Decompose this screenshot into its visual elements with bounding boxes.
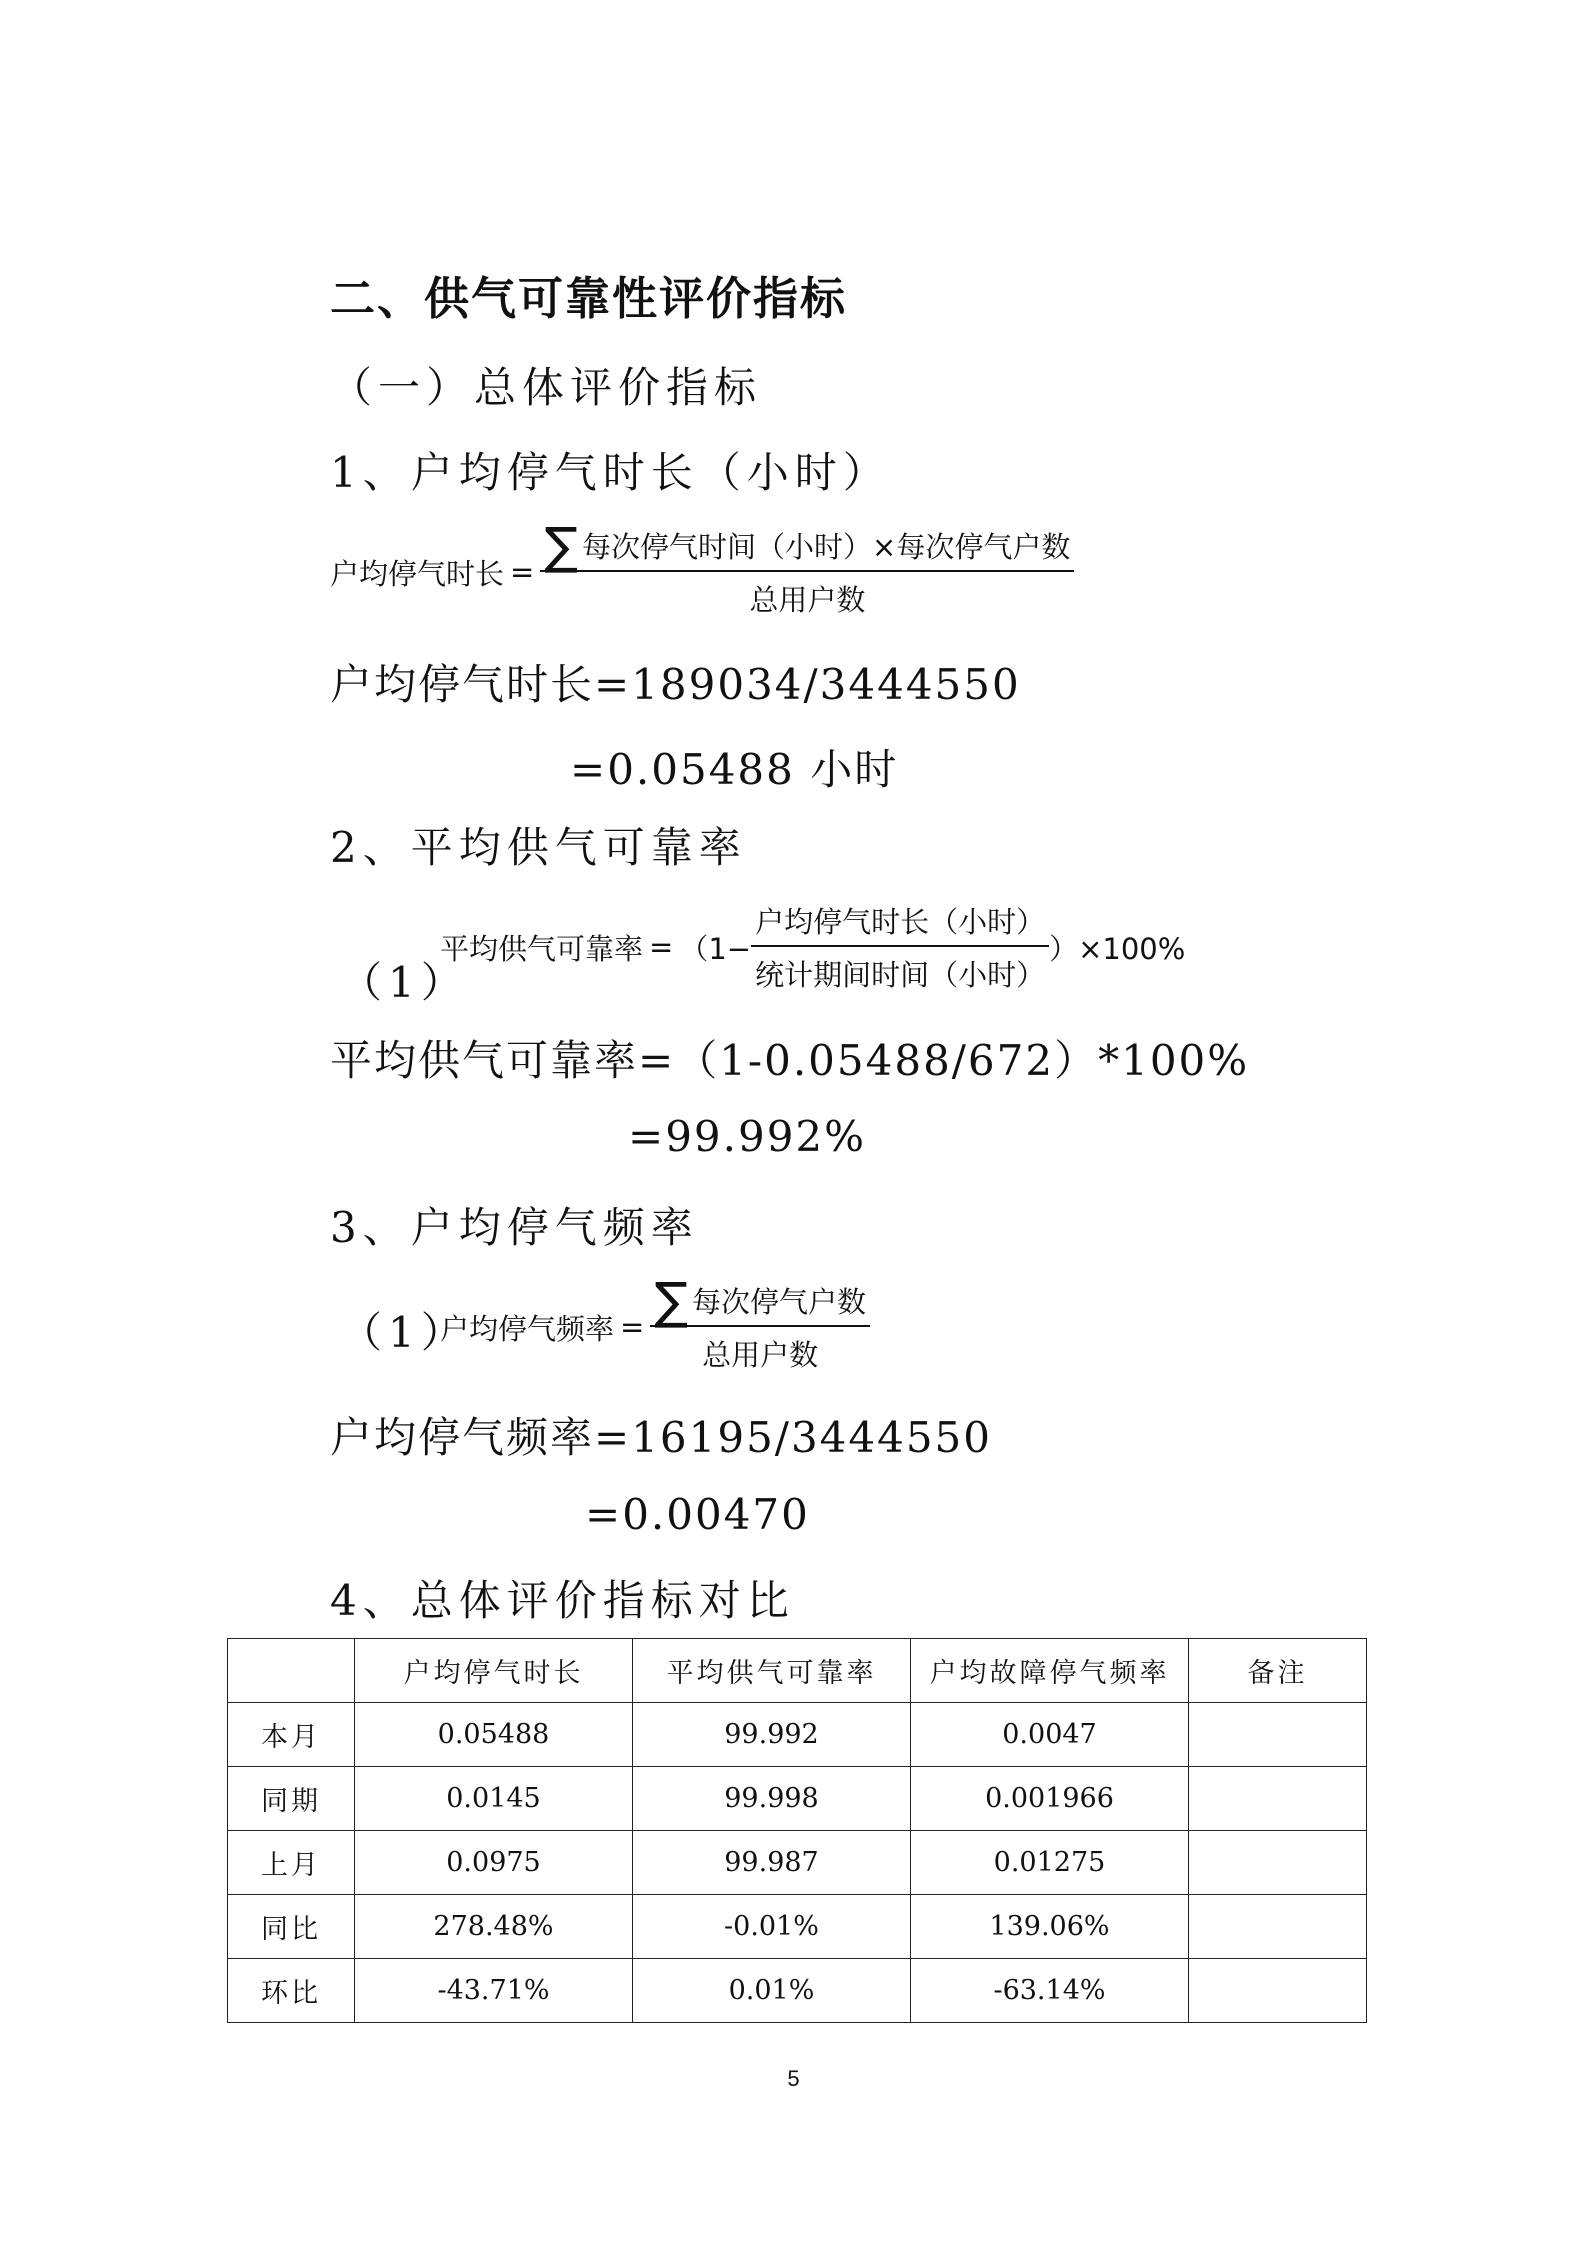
item2-formula — [440, 900, 1185, 994]
item3-heading: 3、户均停气频率 — [330, 1203, 699, 1252]
numerator-text: 每次停气户数 — [692, 1285, 867, 1319]
item1-heading: 1、户均停气时长（小时） — [330, 448, 891, 497]
table-cell: 0.0145 — [355, 1767, 633, 1831]
formula-numerator — [540, 517, 1074, 575]
section-title: 二、供气可靠性评价指标 — [330, 272, 848, 325]
row-label: 同比 — [228, 1895, 355, 1959]
table-row — [228, 1703, 1367, 1767]
row-label: 环比 — [228, 1959, 355, 2023]
table-cell: -43.71% — [355, 1959, 633, 2023]
item2-heading: 2、平均供气可靠率 — [330, 823, 747, 872]
formula-close: ）×100% — [1049, 931, 1186, 966]
table-cell: 0.001966 — [911, 1767, 1189, 1831]
table-cell — [1189, 1831, 1367, 1895]
table-cell: 0.01275 — [911, 1831, 1189, 1895]
table-header-cell: 户均故障停气频率 — [911, 1639, 1189, 1703]
row-label: 同期 — [228, 1767, 355, 1831]
table-cell: -63.14% — [911, 1959, 1189, 2023]
item1-calc-line1: 户均停气时长=189034/3444550 — [330, 660, 1021, 709]
formula-open: （1− — [679, 931, 752, 966]
table-cell: 99.987 — [633, 1831, 911, 1895]
table-row — [228, 1831, 1367, 1895]
formula-lhs: 平均供气可靠率 — [440, 931, 644, 966]
subsection-heading: （一）总体评价指标 — [330, 363, 763, 412]
item4-heading: 4、总体评价指标对比 — [330, 1576, 795, 1625]
item2-label: （1） — [340, 958, 469, 1007]
table-row — [228, 1895, 1367, 1959]
table-header-cell: 备注 — [1189, 1639, 1367, 1703]
formula-fraction — [751, 900, 1049, 994]
item3-calc-line2: =0.00470 — [585, 1490, 810, 1539]
item3-label: （1） — [340, 1308, 469, 1357]
table-cell — [1189, 1767, 1367, 1831]
row-label: 上月 — [228, 1831, 355, 1895]
comparison-table — [227, 1638, 1367, 2023]
formula-lhs: 户均停气频率 — [440, 1311, 615, 1346]
item3-calc-line1: 户均停气频率=16195/3444550 — [330, 1413, 993, 1462]
table-header-cell — [228, 1639, 355, 1703]
table-cell: 99.998 — [633, 1767, 911, 1831]
formula-numerator: 户均停气时长（小时） — [751, 900, 1049, 947]
row-label: 本月 — [228, 1703, 355, 1767]
formula-fraction — [540, 517, 1074, 619]
formula-equals: = — [649, 930, 674, 964]
item2-calc-line1: 平均供气可靠率=（1-0.05488/672）*100% — [330, 1036, 1250, 1085]
table-cell: 139.06% — [911, 1895, 1189, 1959]
table-cell: 0.05488 — [355, 1703, 633, 1767]
table-cell: 0.0975 — [355, 1831, 633, 1895]
table-header-cell: 平均供气可靠率 — [633, 1639, 911, 1703]
item1-formula — [330, 517, 1074, 619]
formula-lhs: 户均停气时长 — [330, 556, 505, 591]
formula-equals: = — [620, 1310, 645, 1344]
table-header-cell: 户均停气时长 — [355, 1639, 633, 1703]
formula-denominator: 总用户数 — [702, 1338, 819, 1372]
table-cell: -0.01% — [633, 1895, 911, 1959]
formula-equals: = — [510, 555, 535, 589]
table-cell — [1189, 1703, 1367, 1767]
table-cell: 0.01% — [633, 1959, 911, 2023]
table-cell: 99.992 — [633, 1703, 911, 1767]
sigma-symbol: ∑ — [654, 1272, 689, 1330]
page-number: 5 — [787, 2066, 800, 2091]
formula-denominator: 统计期间时间（小时） — [755, 958, 1046, 992]
item1-calc-line2: =0.05488 小时 — [570, 745, 899, 794]
item3-formula — [440, 1272, 870, 1374]
table-cell: 0.0047 — [911, 1703, 1189, 1767]
formula-numerator — [650, 1272, 870, 1330]
table-row — [228, 1959, 1367, 2023]
table-cell — [1189, 1959, 1367, 2023]
formula-fraction — [650, 1272, 870, 1374]
numerator-text: 每次停气时间（小时）×每次停气户数 — [582, 530, 1071, 564]
table-row — [228, 1767, 1367, 1831]
item2-calc-line2: =99.992% — [628, 1112, 867, 1161]
sigma-symbol: ∑ — [544, 517, 579, 575]
table-cell: 278.48% — [355, 1895, 633, 1959]
table-header-row — [228, 1639, 1367, 1703]
formula-denominator: 总用户数 — [749, 583, 866, 617]
table-cell — [1189, 1895, 1367, 1959]
